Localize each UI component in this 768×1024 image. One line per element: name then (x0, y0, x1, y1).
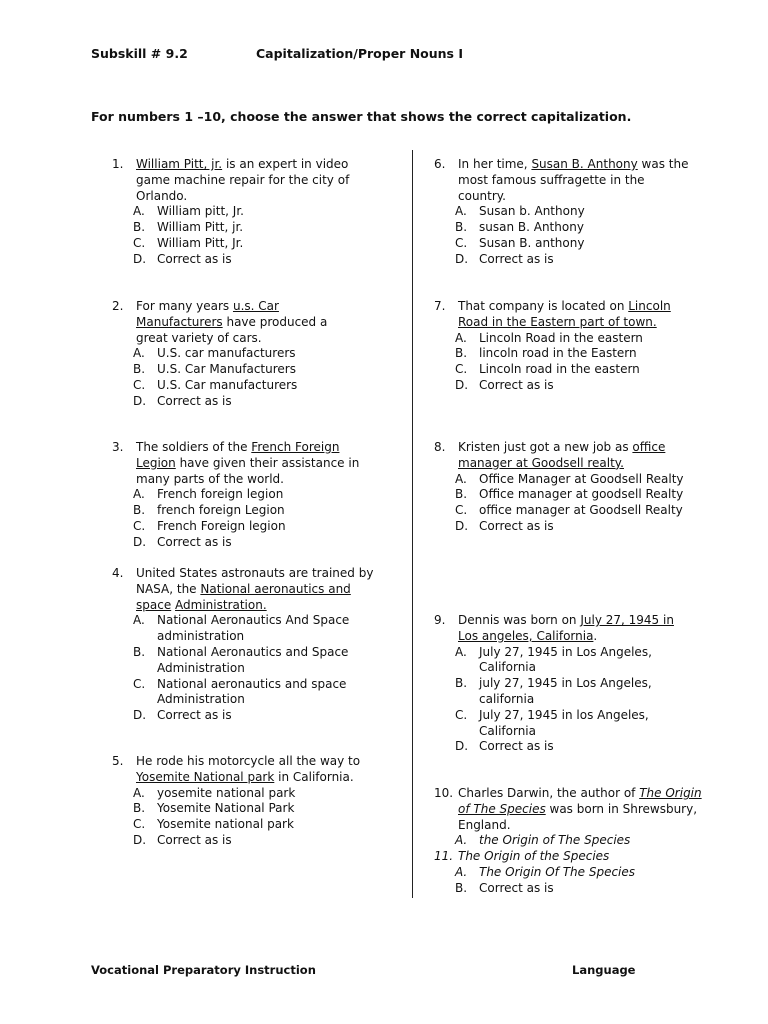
stem-text: Charles Darwin, the author of (458, 786, 640, 800)
worksheet-title: Capitalization/Proper Nouns I (256, 46, 463, 61)
question-stem (434, 440, 702, 472)
answer-option-b[interactable] (434, 220, 694, 236)
option-text: lincoln road in the Eastern (479, 346, 637, 361)
answer-option-a[interactable] (112, 487, 362, 503)
option-text: National Aeronautics And Space administration (157, 613, 350, 644)
answer-option-c[interactable] (434, 503, 702, 519)
answer-option-d[interactable] (112, 708, 380, 724)
option-letter: B. (133, 220, 146, 235)
question-9 (434, 613, 694, 755)
option-text: Susan B. anthony (479, 235, 585, 250)
option-letter: C. (133, 676, 146, 691)
option-letter: C. (133, 235, 146, 250)
option-letter: C. (133, 377, 146, 392)
option-text: The Origin Of The Species (479, 864, 636, 879)
stem-text: was born in Shrewsbury, England. (458, 801, 698, 832)
answer-option-b[interactable] (112, 801, 372, 817)
option-letter: C. (455, 362, 468, 377)
option-text: yosemite national park (157, 785, 296, 800)
answer-option-a[interactable] (112, 204, 372, 220)
question-number: 10. (434, 786, 454, 800)
option-text: Correct as is (157, 393, 232, 408)
option-text: french foreign Legion (157, 503, 285, 518)
option-text: William Pitt, jr. (157, 220, 244, 235)
option-letter: D. (133, 708, 147, 723)
stem-text: The Origin of the Species (458, 849, 610, 864)
answer-option-a[interactable] (434, 865, 702, 881)
column-divider (412, 150, 413, 898)
option-letter: B. (133, 644, 146, 659)
answer-option-d[interactable] (112, 833, 372, 849)
option-text: July 27, 1945 in Los Angeles, California (479, 644, 652, 675)
question-number: 4. (112, 566, 124, 580)
option-text: Office manager at goodsell Realty (479, 487, 684, 502)
option-letter: D. (455, 518, 469, 533)
option-text: July 27, 1945 in los Angeles, California (479, 707, 649, 738)
option-text: Yosemite National Park (157, 801, 295, 816)
answer-option-a[interactable] (112, 613, 380, 645)
option-letter: B. (455, 346, 468, 361)
option-letter: A. (133, 785, 145, 800)
option-text: Correct as is (479, 377, 554, 392)
footer-left: Vocational Preparatory Instruction (91, 963, 316, 977)
answer-option-b[interactable] (112, 503, 362, 519)
answer-option-c[interactable] (434, 708, 694, 740)
stem-text: That company is located on (458, 299, 629, 313)
option-letter: C. (133, 518, 146, 533)
question-stem (434, 613, 694, 645)
answer-option-c[interactable] (434, 362, 702, 378)
answer-option-a[interactable] (434, 833, 702, 849)
stem-text: He rode his motorcycle all the way to (136, 754, 361, 768)
underlined-phrase: French Foreign Legion (136, 440, 340, 470)
question-number: 11. (434, 849, 454, 864)
stem-text: have given their assistance in many parts of the world. (136, 455, 360, 486)
option-text: susan B. Anthony (479, 220, 584, 235)
question-number: 8. (434, 440, 446, 454)
option-letter: A. (133, 613, 145, 628)
option-letter: A. (455, 644, 467, 659)
option-letter: B. (455, 880, 468, 895)
option-letter: A. (455, 864, 468, 879)
footer-right: Language (572, 963, 636, 977)
question-stem (112, 157, 372, 204)
option-text: Correct as is (157, 708, 232, 723)
option-letter: B. (133, 801, 146, 816)
answer-option-c[interactable] (112, 236, 372, 252)
option-letter: C. (455, 707, 468, 722)
option-text: National aeronautics and space Administration (157, 676, 347, 707)
question-stem (434, 157, 694, 204)
answer-option-b[interactable] (434, 676, 694, 708)
option-letter: D. (455, 739, 469, 754)
stem-text: Kristen just got a new job as (458, 440, 633, 454)
question-2 (112, 299, 362, 410)
option-letter: C. (455, 503, 468, 518)
option-letter: D. (133, 534, 147, 549)
underlined-phrase: Yosemite National park (136, 769, 275, 784)
answer-option-a[interactable] (112, 786, 372, 802)
option-text: Correct as is (479, 739, 554, 754)
option-text: Lincoln Road in the eastern (479, 330, 643, 345)
option-text: Yosemite national park (157, 817, 294, 832)
option-letter: C. (133, 817, 146, 832)
question-number: 5. (112, 754, 124, 768)
option-letter: A. (133, 204, 145, 219)
answer-option-d[interactable] (434, 739, 694, 755)
answer-option-b[interactable] (434, 487, 702, 503)
stem-text: . (593, 628, 598, 643)
question-stem (112, 754, 372, 786)
option-letter: D. (455, 377, 469, 392)
answer-option-b[interactable] (112, 220, 372, 236)
option-text: Correct as is (479, 880, 554, 895)
option-text: U.S. Car manufacturers (157, 377, 298, 392)
option-letter: B. (133, 503, 146, 518)
answer-option-c[interactable] (112, 378, 362, 394)
option-text: Correct as is (157, 251, 232, 266)
answer-option-c[interactable] (112, 677, 380, 709)
option-text: Office Manager at Goodsell Realty (479, 471, 684, 486)
option-text: Correct as is (479, 518, 554, 533)
option-letter: A. (133, 487, 145, 502)
underlined-phrase: u.s. Car Manufacturers (136, 299, 279, 329)
question-8 (434, 440, 702, 535)
option-letter: D. (133, 393, 147, 408)
underlined-phrase: Lincoln Road in the Eastern part of town. (458, 299, 671, 329)
answer-option-c[interactable] (112, 519, 362, 535)
stem-text: United States astronauts are trained by NASA, the (136, 566, 374, 596)
instructions: For numbers 1 –10, choose the answer that shows the correct capitalization. (91, 109, 632, 124)
underlined-phrase: William Pitt, jr. (136, 157, 223, 171)
answer-option-d[interactable] (434, 252, 694, 268)
answer-option-d[interactable] (112, 394, 362, 410)
stem-text: Dennis was born on (458, 613, 581, 627)
question-stem (112, 440, 362, 487)
underlined-phrase: July 27, 1945 in Los angeles, California (458, 613, 674, 643)
answer-option-b[interactable] (434, 346, 702, 362)
answer-option-b[interactable] (112, 645, 380, 677)
answer-option-d[interactable] (434, 378, 702, 394)
option-text: William Pitt, Jr. (157, 235, 244, 250)
answer-option-a[interactable] (434, 331, 702, 347)
question-6 (434, 157, 694, 268)
question-number: 3. (112, 440, 124, 454)
option-text: William pitt, Jr. (157, 204, 244, 219)
option-text: Correct as is (479, 251, 554, 266)
option-text: Lincoln road in the eastern (479, 362, 640, 377)
option-letter: D. (133, 251, 147, 266)
option-text: july 27, 1945 in Los Angeles, california (479, 676, 652, 706)
option-text: office manager at Goodsell Realty (479, 503, 683, 518)
answer-option-a[interactable] (112, 346, 362, 362)
option-letter: B. (455, 676, 468, 691)
option-letter: A. (133, 346, 145, 361)
option-text: French Foreign legion (157, 518, 286, 533)
option-text: the Origin of The Species (479, 833, 631, 848)
question-11-stem (434, 849, 702, 865)
question-number: 7. (434, 299, 446, 313)
answer-option-b[interactable] (434, 881, 702, 897)
subskill-label: Subskill # 9.2 (91, 46, 188, 61)
answer-option-c[interactable] (112, 817, 372, 833)
option-letter: A. (455, 833, 468, 848)
option-text: U.S. Car Manufacturers (157, 362, 296, 377)
option-letter: D. (133, 832, 147, 847)
question-7 (434, 299, 702, 394)
underlined-phrase: National aeronautics and space (136, 581, 351, 612)
question-4 (112, 566, 380, 724)
answer-option-d[interactable] (112, 535, 362, 551)
option-letter: A. (455, 330, 467, 345)
question-stem (112, 566, 380, 613)
option-text: Correct as is (157, 534, 232, 549)
underlined-phrase: Susan B. Anthony (531, 157, 638, 171)
question-3 (112, 440, 362, 551)
option-text: Susan b. Anthony (479, 204, 585, 219)
underlined-phrase: Administration. (175, 597, 267, 612)
option-text: National Aeronautics and Space Administration (157, 644, 349, 675)
question-number: 9. (434, 613, 446, 627)
option-letter: B. (455, 220, 468, 235)
stem-text: is an expert in video game machine repair for the city of Orlando. (136, 157, 350, 203)
stem-text: In her time, (458, 157, 532, 171)
option-letter: A. (455, 204, 467, 219)
answer-option-d[interactable] (434, 519, 702, 535)
stem-text: was the most famous suffragette in the country. (458, 157, 689, 203)
option-letter: B. (133, 362, 146, 377)
answer-option-d[interactable] (112, 252, 372, 268)
stem-text: For many years (136, 299, 233, 313)
question-5 (112, 754, 372, 849)
question-10 (434, 786, 702, 897)
option-letter: B. (455, 487, 468, 502)
option-text: U.S. car manufacturers (157, 346, 296, 361)
question-number: 2. (112, 299, 124, 313)
underlined-phrase: The Origin of The Species (458, 786, 702, 816)
option-letter: D. (455, 251, 469, 266)
question-stem (434, 299, 702, 331)
answer-option-a[interactable] (434, 204, 694, 220)
stem-text: have produced a great variety of cars. (136, 314, 328, 345)
option-text: Correct as is (157, 832, 232, 847)
stem-text: in California. (274, 769, 354, 784)
question-stem (434, 786, 702, 833)
option-letter: A. (455, 471, 467, 486)
answer-option-a[interactable] (434, 645, 694, 677)
answer-option-c[interactable] (434, 236, 694, 252)
question-number: 6. (434, 157, 446, 171)
stem-text: The soldiers of the (136, 440, 252, 454)
question-stem (112, 299, 362, 346)
option-text: French foreign legion (157, 487, 284, 502)
underlined-phrase: office manager at Goodsell realty. (458, 440, 666, 470)
answer-option-b[interactable] (112, 362, 362, 378)
answer-option-a[interactable] (434, 472, 702, 488)
question-1 (112, 157, 372, 268)
option-letter: C. (455, 235, 468, 250)
question-number: 1. (112, 157, 124, 171)
